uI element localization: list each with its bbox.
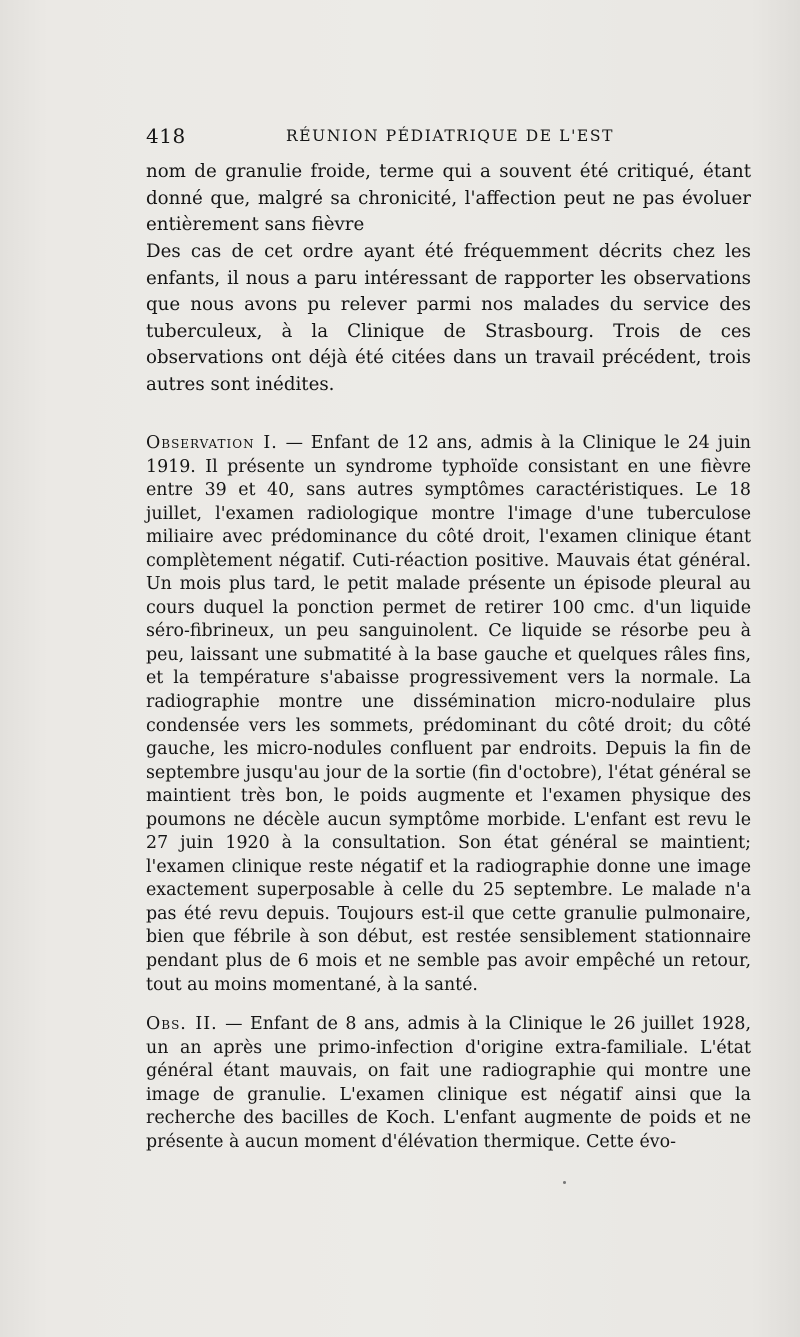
- paper-speck: [563, 1181, 566, 1184]
- observation-1: [146, 432, 751, 997]
- intro-paragraph-1: [146, 159, 751, 239]
- page-number: 418: [146, 124, 186, 148]
- intro-paragraph-2-text: Des cas de cet ordre ayant été fréquemment décrits chez les enfants, il nous a paru intéressant de rapporter les observations que nous avons pu relever parmi nos malades du service des tuberculeux, à la Clinique de Strasbourg. Trois de ces observations ont déjà été citées dans un travail précédent, trois autres sont inédites.: [146, 241, 751, 395]
- observation-2-label: Obs. II.: [146, 1014, 218, 1034]
- observation-1-dash: —: [277, 433, 311, 453]
- observation-2: [146, 1013, 751, 1154]
- observation-1-label: Observation I.: [146, 433, 278, 453]
- intro-paragraph-2: [146, 239, 751, 398]
- observation-1-text: Enfant de 12 ans, admis à la Clinique le 24 juin 1919. Il présente un syndrome typhoïde consistant en une fièvre entre 39 et 40, sans autres symptômes caractéristiques. Le 18 juillet, l'examen radiologique montre l'image d'une tuberculose miliaire avec prédominance du côté droit, l'examen clinique étant complètement négatif. Cuti-réaction positive. Mauvais état général. Un mois plus tard, le petit malade présente un épisode pleural au cours duquel la ponction permet de retirer 100 cmc. d'un liquide séro-fibrineux, un peu sanguinolent. Ce liquide se résorbe peu à peu, laissant une submatité à la base gauche et quelques râles fins, et la température s'abaisse progressivement vers la normale. La radiographie montre une dissémination micro-nodulaire plus condensée vers les sommets, prédominant du côté droit; du côté gauche, les micro-nodules confluent par endroits. Depuis la fin de septembre jusqu'au jour de la sortie (fin d'octobre), l'état général se maintient très bon, le poids augmente et l'examen physique des poumons ne décèle aucun symptôme morbide. L'enfant est revu le 27 juin 1920 à la consultation. Son état général se maintient; l'examen clinique reste négatif et la radiographie donne une image exactement superposable à celle du 25 septembre. Le malade n'a pas été revu depuis. Toujours est-il que cette granulie pulmonaire, bien que fébrile à son début, est restée sensiblement stationnaire pendant plus de 6 mois et ne semble pas avoir empêché un retour, tout au moins momentané, à la santé.: [146, 433, 751, 995]
- observation-2-dash: —: [217, 1014, 251, 1034]
- intro-paragraph-1-text: nom de granulie froide, terme qui a souvent été critiqué, étant donné que, malgré sa chronicité, l'affection peut ne pas évoluer entièrement sans fièvre: [146, 161, 751, 235]
- running-title: RÉUNION PÉDIATRIQUE DE L'EST: [286, 127, 615, 145]
- page-header: [146, 124, 751, 152]
- observation-2-text: Enfant de 8 ans, admis à la Clinique le 26 juillet 1928, un an après une primo-infection d'origine extra-familiale. L'état général étant mauvais, on fait une radiographie qui montre une image de granulie. L'examen clinique est négatif ainsi que la recherche des bacilles de Koch. L'enfant augmente de poids et ne présente à aucun moment d'élévation thermique. Cette évo-: [146, 1014, 751, 1152]
